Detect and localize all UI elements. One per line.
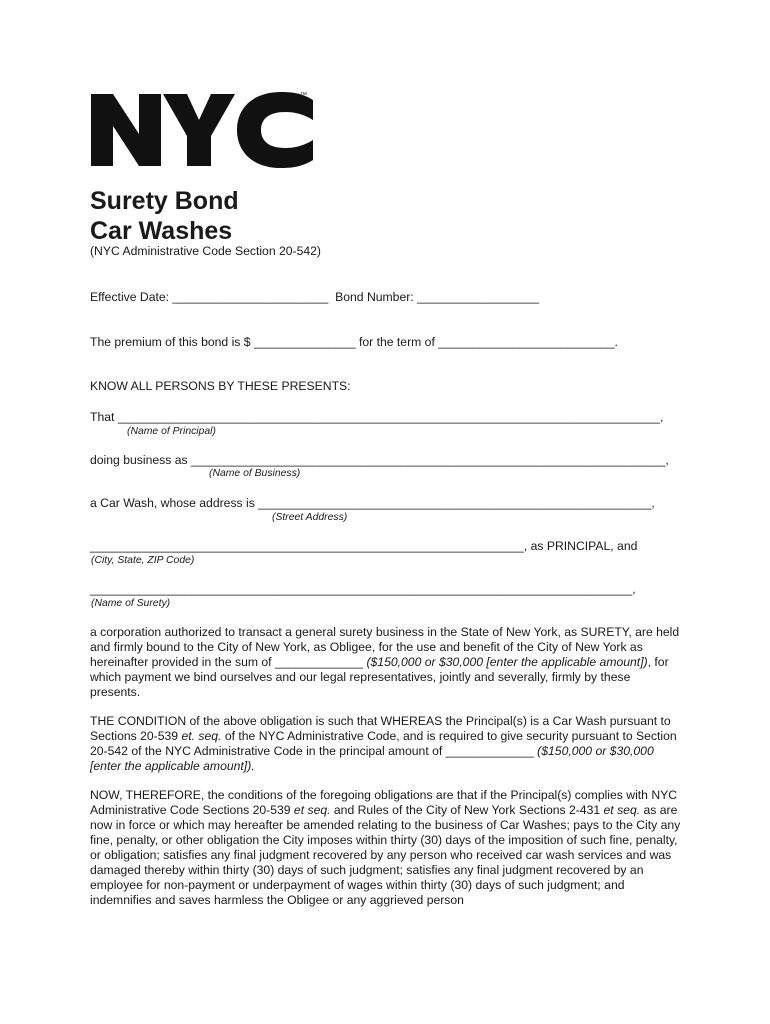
para2-et-seq: et. seq. <box>181 729 222 743</box>
surety-name-field[interactable]: ________________________________________________________________________________, <box>90 582 636 596</box>
document-subtitle: (NYC Administrative Code Section 20-542) <box>90 244 321 258</box>
para3-text-a: NOW, THEREFORE, the conditions of the foregoing obligations are that if the Principal(s) complies with NYC Administrative Code Sections 20-539 <box>90 788 678 817</box>
principal-name-field[interactable]: That ________________________________________________________________________________, <box>90 410 664 424</box>
paragraph-surety-binding <box>90 625 682 700</box>
premium-term-field[interactable]: The premium of this bond is $ _______________ for the term of __________________________. <box>90 335 618 349</box>
city-state-zip-field[interactable]: ________________________________________________________________, as PRINCIPAL, and <box>90 539 638 553</box>
business-name-caption: (Name of Business) <box>209 468 301 479</box>
street-address-field[interactable]: a Car Wash, whose address is __________________________________________________________, <box>90 496 655 510</box>
business-name-field[interactable]: doing business as ______________________________________________________________________, <box>90 453 669 467</box>
para3-text-e: as are now in force or which may hereafter be amended relating to the business of Car Washes; pays to the City any fine, penalty, or other obligation the City imposes within thirty (30) days of the imposition of such fine, penalty, or obligation; satisfies any final judgment recovered by any person who received car wash services and was damaged thereby within thirty (30) days of such judgment; satisfies any final judgment recovered by an employee for non-payment or underpayment of wages within thirty (30) days of such judgment; and indemnifies and saves harmless the Obligee or any aggrieved person <box>90 803 681 907</box>
document-title-line1: Surety Bond <box>90 187 239 215</box>
logo-letter-y <box>163 94 235 166</box>
trademark-symbol: ™ <box>300 92 307 99</box>
para1-text-a: a corporation authorized to transact a general surety business in the State of New York, as SURETY, are held and firmly bound to the City of New York, as Obligee, for the use and benefit of the City of New York as hereinafter provided in the sum of _____________ <box>90 625 680 669</box>
surety-name-caption: (Name of Surety) <box>91 598 171 609</box>
city-state-zip-caption: (City, State, ZIP Code) <box>91 555 195 566</box>
logo-letter-c <box>237 92 313 168</box>
document-title-line2: Car Washes <box>90 217 233 245</box>
effective-date-bond-number-field[interactable]: Effective Date: _______________________ Bond Number: __________________ <box>90 290 540 304</box>
paragraph-condition <box>90 714 682 774</box>
para3-et-seq-1: et seq. <box>293 803 331 817</box>
para2-text-c: of the NYC Administrative Code, and is required to give security pursuant to Section 20-542 of the NYC Administrative Code in the principal amount of _____________ <box>90 729 677 758</box>
para1-amount-italic: ($150,000 or $30,000 [enter the applicable amount]) <box>366 655 648 669</box>
para3-et-seq-2: et seq. <box>603 803 641 817</box>
principal-name-caption: (Name of Principal) <box>127 426 216 437</box>
paragraph-now-therefore <box>90 788 682 908</box>
para2-text-a: THE CONDITION of the above obligation is such that WHEREAS the Principal(s) is a Car Wash pursuant to Sections 20-539 <box>90 714 671 743</box>
para3-text-c: and Rules of the City of New York Sections 2-431 <box>330 803 604 817</box>
nyc-logo <box>91 90 313 170</box>
logo-letter-n <box>91 94 161 166</box>
street-address-caption: (Street Address) <box>272 512 348 523</box>
para2-amount-italic: ($150,000 or $30,000 [enter the applicable amount]). <box>90 744 654 773</box>
para1-text-c: , for which payment we bind ourselves and our legal representatives, jointly and severally, firmly by these presents. <box>90 655 669 699</box>
know-all-heading: KNOW ALL PERSONS BY THESE PRESENTS: <box>90 379 351 393</box>
